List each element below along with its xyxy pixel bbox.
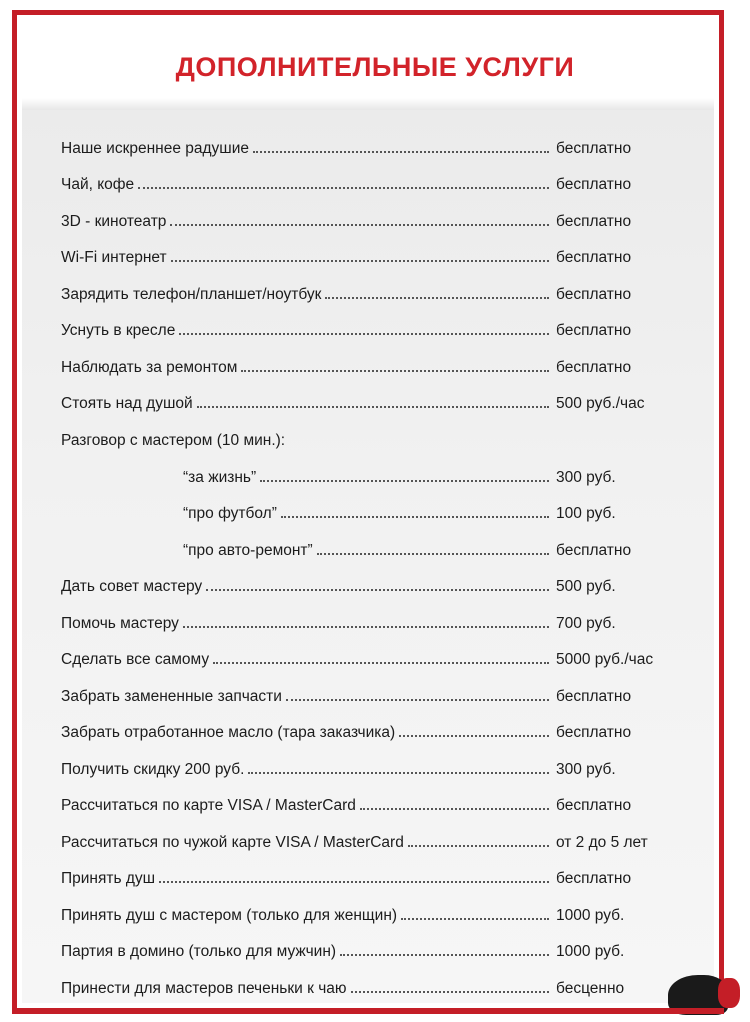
service-row: [61, 205, 681, 231]
dotted-leader: [399, 735, 549, 737]
dotted-leader: [213, 662, 549, 664]
dotted-leader: [183, 626, 549, 628]
dotted-leader: [281, 516, 549, 518]
dotted-leader: [351, 991, 549, 993]
service-label: Получить скидку 200 руб.: [61, 761, 245, 778]
service-row: [61, 680, 681, 706]
dotted-leader: [248, 772, 549, 774]
service-label: “за жизнь”: [183, 469, 257, 486]
dotted-leader: [159, 881, 549, 883]
service-label: Наше искреннее радушие: [61, 140, 250, 157]
service-price: 500 руб./час: [556, 395, 645, 412]
dotted-leader: [241, 370, 549, 372]
service-price: 300 руб.: [556, 761, 616, 778]
service-label: Разговор с мастером (10 мин.):: [61, 432, 286, 449]
service-label: Чай, кофе: [61, 176, 135, 193]
service-price: 1000 руб.: [556, 907, 625, 924]
service-price: 500 руб.: [556, 578, 616, 595]
service-row: [61, 935, 681, 961]
service-label: Зарядить телефон/планшет/ноутбук: [61, 286, 322, 303]
service-row: [61, 972, 681, 998]
service-price: бесплатно: [556, 359, 632, 376]
dotted-leader: [401, 918, 549, 920]
dotted-leader: [325, 297, 549, 299]
service-label: Дать совет мастеру: [61, 578, 203, 595]
service-row: [61, 826, 681, 852]
service-row: [61, 862, 681, 888]
dotted-leader: [170, 224, 549, 226]
service-label: Партия в домино (только для мужчин): [61, 943, 337, 960]
dotted-leader: [408, 845, 549, 847]
service-price: бесплатно: [556, 542, 632, 559]
dotted-leader: [360, 808, 549, 810]
service-row: [61, 753, 681, 779]
service-price: 5000 руб./час: [556, 651, 654, 668]
service-price: бесплатно: [556, 688, 632, 705]
dotted-leader: [260, 480, 549, 482]
service-price: бесплатно: [556, 286, 632, 303]
service-price: 100 руб.: [556, 505, 616, 522]
service-row: [61, 387, 681, 413]
dotted-leader: [171, 260, 549, 262]
service-label: Рассчитаться по карте VISA / MasterCard: [61, 797, 356, 814]
service-row: [61, 607, 681, 633]
service-label: Уснуть в кресле: [61, 322, 176, 339]
dotted-leader: [317, 553, 549, 555]
service-row: [61, 461, 681, 487]
service-row: [61, 716, 681, 742]
service-price: бесплатно: [556, 724, 632, 741]
service-price: 1000 руб.: [556, 943, 625, 960]
service-price: бесплатно: [556, 176, 632, 193]
frame-bottom-edge: [12, 1008, 724, 1014]
service-label: Принести для мастеров печеньки к чаю: [61, 980, 347, 997]
service-price: 700 руб.: [556, 615, 616, 632]
service-label: Принять душ: [61, 870, 156, 887]
service-label: Рассчитаться по чужой карте VISA / MasterCard: [61, 834, 404, 851]
dotted-leader: [206, 589, 549, 591]
service-row: [61, 132, 681, 158]
service-price: бесплатно: [556, 249, 632, 266]
service-price: 300 руб.: [556, 469, 616, 486]
service-row: [61, 643, 681, 669]
service-price: от 2 до 5 лет: [556, 834, 648, 851]
service-label: “про авто-ремонт”: [183, 542, 313, 559]
service-label: 3D - кинотеатр: [61, 213, 167, 230]
corner-red-decoration: [718, 978, 740, 1008]
service-label: Помочь мастеру: [61, 615, 179, 632]
service-row: [61, 789, 681, 815]
service-row: [61, 278, 681, 304]
service-row: [61, 424, 681, 450]
service-row: [61, 899, 681, 925]
dotted-leader: [253, 151, 549, 153]
service-price: бесценно: [556, 980, 625, 997]
service-row: [61, 168, 681, 194]
service-row: [61, 497, 681, 523]
dotted-leader: [340, 954, 549, 956]
service-price: бесплатно: [556, 870, 632, 887]
dotted-leader: [286, 699, 549, 701]
service-row: [61, 241, 681, 267]
service-label: Забрать замененные запчасти: [61, 688, 282, 705]
service-label: Принять душ с мастером (только для женщин): [61, 907, 398, 924]
service-label: Wi-Fi интернет: [61, 249, 167, 266]
service-row: [61, 314, 681, 340]
page-title: ДОПОЛНИТЕЛЬНЫЕ УСЛУГИ: [175, 52, 575, 82]
dotted-leader: [179, 333, 549, 335]
service-price: бесплатно: [556, 797, 632, 814]
service-label: Наблюдать за ремонтом: [61, 359, 238, 376]
service-row: [61, 534, 681, 560]
service-label: Забрать отработанное масло (тара заказчика): [61, 724, 396, 741]
service-label: Сделать все самому: [61, 651, 210, 668]
service-row: [61, 570, 681, 596]
service-price: бесплатно: [556, 213, 632, 230]
service-row: [61, 351, 681, 377]
service-label: Стоять над душой: [61, 395, 193, 412]
service-price: бесплатно: [556, 322, 632, 339]
dotted-leader: [197, 406, 549, 408]
dotted-leader: [138, 187, 549, 189]
service-price: бесплатно: [556, 140, 632, 157]
service-label: “про футбол”: [183, 505, 277, 522]
